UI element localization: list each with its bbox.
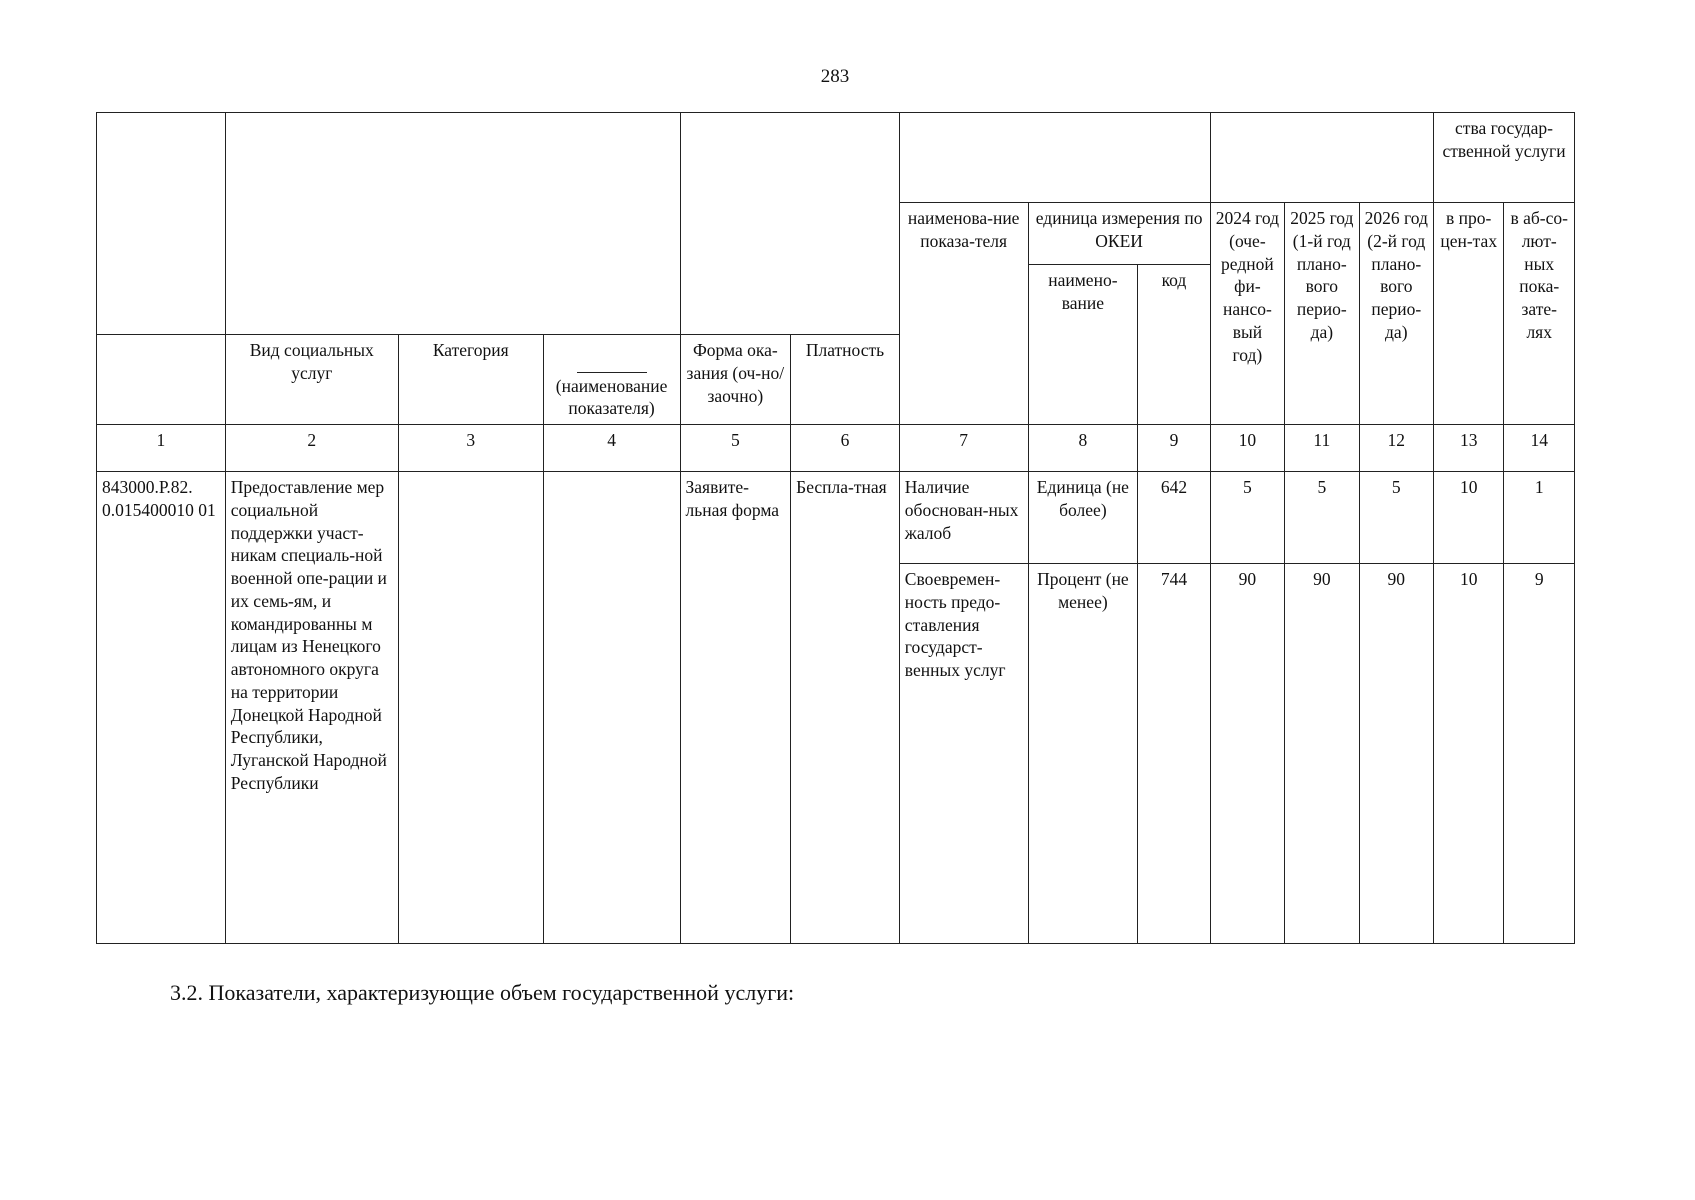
- indicator-name: Наличие обоснован-ных жалоб: [899, 472, 1028, 564]
- table-row: [97, 472, 1575, 564]
- header-year-2024: 2024 год (оче-редной фи-нансо-вый год): [1210, 203, 1284, 425]
- row-forma: Заявите-льная форма: [680, 472, 791, 944]
- col-num: 9: [1138, 425, 1210, 472]
- indicator-unit: Единица (не более): [1028, 472, 1138, 564]
- row-vid: Предоставление мер социальной поддержки участ-никам специаль-ной военной опе-рации и их семь-ям, и командированны м лицам из Ненецкого автономного округа на территории Донецкой Народной Республики, Луганской Народной Республики: [225, 472, 398, 944]
- value-2024: 90: [1210, 564, 1284, 944]
- header-year-2025: 2025 год (1-й год плано-вого перио-да): [1285, 203, 1359, 425]
- value-2025: 5: [1285, 472, 1359, 564]
- header-year-2026: 2026 год (2-й год плано-вого перио-да): [1359, 203, 1433, 425]
- header-blank-2: [225, 113, 680, 265]
- value-abs: 1: [1504, 472, 1575, 564]
- header-blank-1: [97, 113, 226, 335]
- indicator-code: 744: [1138, 564, 1210, 944]
- value-pct: 10: [1434, 564, 1504, 944]
- indicators-table: [96, 112, 1575, 944]
- header-okei-unit: единица измерения по ОКЕИ: [1028, 203, 1210, 265]
- indicator-name: Своевремен-ность предо-ставления государст-венных услуг: [899, 564, 1028, 944]
- header-blank-5: [1210, 113, 1433, 203]
- header-spacer-b: [680, 265, 899, 335]
- row-platnost: Бесплa-тная: [791, 472, 900, 944]
- col-num: 12: [1359, 425, 1433, 472]
- header-abs: в аб-со-лют-ных пока-зате-лях: [1504, 203, 1575, 425]
- value-abs: 9: [1504, 564, 1575, 944]
- header-pct: в про-цен-тах: [1434, 203, 1504, 425]
- col-num: 8: [1028, 425, 1138, 472]
- col-num: 11: [1285, 425, 1359, 472]
- header-blank-6: [97, 335, 226, 425]
- header-okei-code: код: [1138, 265, 1210, 425]
- header-blank-4: [899, 113, 1210, 203]
- col-num: 4: [543, 425, 680, 472]
- section-heading: 3.2. Показатели, характеризующие объем государственной услуги:: [170, 980, 795, 1005]
- header-category: Категория: [398, 335, 543, 425]
- col-num: 1: [97, 425, 226, 472]
- header-group-label: ства государ-ственной услуги: [1434, 113, 1575, 203]
- value-2026: 90: [1359, 564, 1433, 944]
- header-indicator-blank-text: (наименование показателя): [555, 375, 668, 419]
- col-num: 6: [791, 425, 900, 472]
- header-forma: Форма ока-зания (оч-но/заочно): [680, 335, 791, 425]
- header-blank-3: [680, 113, 899, 265]
- page-number: 283: [820, 66, 850, 87]
- row-indicator-blank: [543, 472, 680, 944]
- col-num: 10: [1210, 425, 1284, 472]
- indicator-unit: Процент (не менее): [1028, 564, 1138, 944]
- value-2024: 5: [1210, 472, 1284, 564]
- value-pct: 10: [1434, 472, 1504, 564]
- header-vid: Вид социальных услуг: [225, 335, 398, 425]
- value-2025: 90: [1285, 564, 1359, 944]
- header-spacer-a: [225, 265, 680, 335]
- col-num: 5: [680, 425, 791, 472]
- col-num: 3: [398, 425, 543, 472]
- col-num: 2: [225, 425, 398, 472]
- header-indicator-name: наименова-ние показа-теля: [899, 203, 1028, 425]
- col-num: 7: [899, 425, 1028, 472]
- col-num: 14: [1504, 425, 1575, 472]
- header-platnost: Платность: [791, 335, 900, 425]
- col-num: 13: [1434, 425, 1504, 472]
- row-code: 843000.Р.82. 0.015400010 01: [97, 472, 226, 944]
- blank-line: [577, 372, 647, 373]
- header-okei-name: наимено-вание: [1028, 265, 1138, 425]
- value-2026: 5: [1359, 472, 1433, 564]
- row-category: [398, 472, 543, 944]
- header-indicator-blank: [543, 335, 680, 425]
- column-number-row: [97, 425, 1575, 472]
- indicator-code: 642: [1138, 472, 1210, 564]
